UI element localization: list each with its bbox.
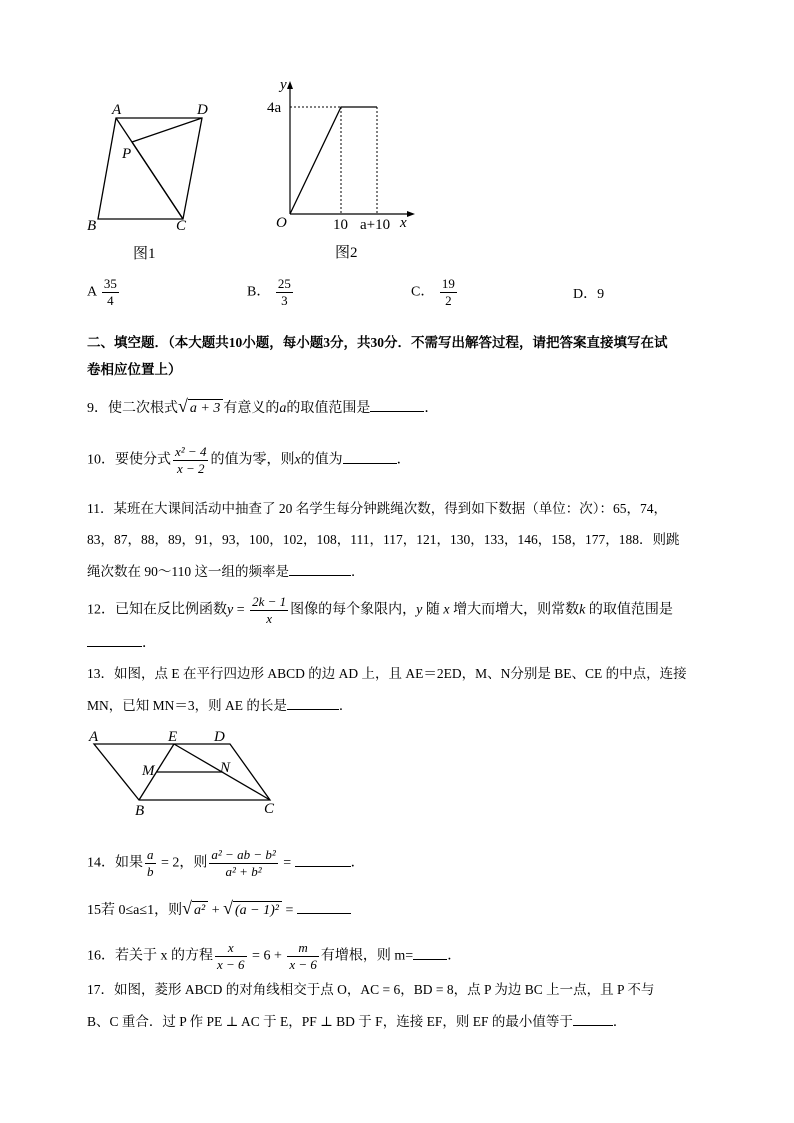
q17-end: ． bbox=[612, 1014, 627, 1029]
fig13-label-C: C bbox=[264, 801, 275, 817]
q16-fraction-2 bbox=[287, 940, 319, 973]
option-d-letter: D． bbox=[573, 287, 598, 302]
option-b-letter: B． bbox=[247, 284, 271, 300]
q16-answer-blank[interactable] bbox=[413, 945, 447, 960]
question-9 bbox=[87, 397, 438, 419]
q10-num: x² − 4 bbox=[175, 444, 207, 459]
q15-radicand-1: a² bbox=[192, 901, 208, 920]
q10-den: x − 2 bbox=[176, 461, 205, 476]
question-17-line2 bbox=[87, 1011, 626, 1032]
q9-end: ． bbox=[424, 401, 439, 416]
q10-var: x bbox=[294, 452, 301, 468]
question-11-line2: 83，87，88，89，91，93，100，102，108，111，117，121，130，133，146，158，177，188．则跳 bbox=[87, 532, 680, 547]
q14-ratio-num: a bbox=[147, 847, 154, 862]
option-d bbox=[573, 285, 604, 305]
q15-radicand-2: (a − 1)² bbox=[233, 901, 282, 920]
label-P: P bbox=[122, 146, 132, 162]
q12-text: 12．已知在反比例函数 bbox=[87, 602, 227, 618]
q14-fraction bbox=[209, 847, 277, 880]
option-a-den: 4 bbox=[107, 293, 114, 308]
option-c-den: 2 bbox=[445, 293, 452, 308]
question-10 bbox=[87, 444, 411, 477]
q10-end: ． bbox=[396, 452, 411, 468]
question-13-line1: 13．如图，点 E 在平行四边形 ABCD 的边 AD 上，且 AE＝2ED，M、N分别是 BE、CE 的中点，连接 bbox=[87, 666, 687, 681]
question-11-line3 bbox=[87, 561, 365, 582]
q14-num: a² − ab − b² bbox=[211, 847, 276, 862]
q16-text-post: 有增根，则 m= bbox=[320, 948, 414, 964]
q12-end: ． bbox=[142, 636, 156, 651]
q13-line2-text: MN，已知 MN＝3，则 AE 的长是 bbox=[87, 698, 287, 713]
option-c-letter: C． bbox=[411, 284, 435, 300]
option-a-fraction bbox=[102, 276, 119, 309]
q16-fraction-1 bbox=[215, 940, 247, 973]
q16-text: 16．若关于 x 的方程 bbox=[87, 948, 213, 964]
option-b-den: 3 bbox=[281, 293, 288, 308]
figure-13-parallelogram bbox=[82, 722, 287, 820]
question-13-line2 bbox=[87, 695, 352, 716]
axis-x-label: x bbox=[400, 215, 407, 231]
q16-den-1: x − 6 bbox=[217, 957, 245, 972]
label-C: C bbox=[176, 218, 187, 234]
option-b bbox=[247, 276, 295, 309]
fig13-label-B: B bbox=[135, 803, 145, 819]
q14-ratio bbox=[145, 847, 156, 880]
question-12-line2 bbox=[87, 632, 156, 654]
section-2-heading-line1: 二、填空题．（本大题共10小题，每小题3分，共30分．不需写出解答过程，请把答案直接填写在试 bbox=[87, 335, 668, 350]
question-11-line1: 11．某班在大课间活动中抽查了 20 名学生每分钟跳绳次数，得到如下数据（单位：次）：65，74， bbox=[87, 501, 667, 516]
label-A: A bbox=[112, 102, 122, 118]
fig13-label-A: A bbox=[89, 729, 99, 745]
q12-y: y bbox=[227, 602, 234, 618]
fig13-label-E: E bbox=[168, 729, 178, 745]
q16-num-2: m bbox=[287, 940, 319, 957]
q16-num-1: x bbox=[215, 940, 247, 957]
q14-eq: = 2，则 bbox=[157, 855, 208, 871]
question-12 bbox=[87, 594, 673, 627]
option-a-letter: A bbox=[87, 284, 97, 300]
label-O: O bbox=[276, 215, 287, 231]
q12-answer-blank[interactable] bbox=[87, 632, 142, 647]
q12-den: x bbox=[266, 611, 273, 626]
q9-radicand: a + 3 bbox=[188, 399, 223, 418]
q13-end: ． bbox=[338, 698, 353, 713]
q12-t2: 增大而增大，则常数 bbox=[449, 602, 580, 618]
fig13-label-N: N bbox=[220, 760, 231, 776]
q15-answer-blank[interactable] bbox=[297, 899, 351, 914]
tick-a-plus-10: a+10 bbox=[360, 217, 391, 233]
q12-num: 2k − 1 bbox=[252, 594, 287, 609]
q15-eq: = bbox=[281, 903, 297, 918]
q15-text: 15若 0≤a≤1，则 bbox=[87, 903, 183, 918]
question-17-line1: 17．如图，菱形 ABCD 的对角线相交于点 O，AC = 6，BD = 8，点 P 为边 BC 上一点，且 P 不与 bbox=[87, 982, 655, 997]
axis-y-label: y bbox=[280, 77, 287, 93]
figure-2-graph bbox=[255, 72, 430, 267]
q12-k: k bbox=[579, 602, 586, 618]
q16-den-2: x − 6 bbox=[289, 957, 317, 972]
q12-t3: 的取值范围是 bbox=[585, 602, 673, 618]
label-B: B bbox=[87, 218, 97, 234]
figure-1-caption: 图1 bbox=[133, 246, 156, 262]
fig13-label-M: M bbox=[142, 763, 155, 779]
q9-text-post: 的取值范围是 bbox=[286, 401, 371, 416]
q10-fraction bbox=[173, 444, 208, 477]
q10-text-post: 的值为 bbox=[300, 452, 343, 468]
sqrt-sign: √ bbox=[223, 898, 233, 918]
q10-text-mid: 的值为零，则 bbox=[210, 452, 295, 468]
label-D: D bbox=[197, 102, 208, 118]
q11-answer-blank[interactable] bbox=[289, 561, 351, 576]
q17-line2-text: B、C 重合．过 P 作 PE ⊥ AC 于 E，PF ⊥ BD 于 F，连接 EF，则 EF 的最小值等于 bbox=[87, 1014, 573, 1029]
q9-text: 9．使二次根式 bbox=[87, 401, 178, 416]
q14-den: a² + b² bbox=[225, 864, 262, 879]
q15-plus: + bbox=[208, 903, 224, 918]
option-c-fraction bbox=[440, 276, 457, 309]
q14-text: 14．如果 bbox=[87, 855, 143, 871]
question-16 bbox=[87, 940, 461, 973]
q12-x2: x bbox=[443, 602, 450, 618]
q12-t1: 随 bbox=[422, 602, 444, 618]
q16-mid: = 6 + bbox=[248, 948, 286, 964]
sqrt-sign: √ bbox=[182, 898, 192, 918]
option-b-num: 25 bbox=[277, 276, 291, 291]
section-2-heading-line2: 卷相应位置上） bbox=[87, 362, 182, 377]
option-a bbox=[87, 276, 121, 309]
option-a-num: 35 bbox=[103, 276, 117, 291]
figure-1-parallelogram bbox=[80, 95, 220, 265]
q10-answer-blank[interactable] bbox=[343, 449, 397, 464]
q9-var: a bbox=[279, 401, 287, 416]
q12-text-post: 图像的每个象限内， bbox=[290, 602, 417, 618]
q12-fraction bbox=[250, 594, 288, 627]
question-14 bbox=[87, 847, 365, 880]
label-4a: 4a bbox=[267, 100, 282, 116]
sqrt-sign: √ bbox=[178, 396, 188, 416]
tick-10: 10 bbox=[333, 217, 348, 233]
figure-2-caption: 图2 bbox=[335, 245, 358, 261]
q12-eq: = bbox=[233, 602, 249, 618]
q11-line3-text: 绳次数在 90～110 这一组的频率是 bbox=[87, 564, 289, 579]
q12-y2: y bbox=[416, 602, 423, 618]
option-b-fraction bbox=[276, 276, 293, 309]
q13-answer-blank[interactable] bbox=[287, 695, 339, 710]
q10-text: 10．要使分式 bbox=[87, 452, 171, 468]
q11-end: ． bbox=[351, 564, 365, 579]
q14-ratio-den: b bbox=[147, 864, 154, 879]
q9-answer-blank[interactable] bbox=[370, 397, 424, 412]
q14-end: ． bbox=[350, 855, 365, 871]
q14-answer-blank[interactable] bbox=[295, 852, 351, 867]
fig13-label-D: D bbox=[214, 729, 225, 745]
option-d-value: 9 bbox=[597, 287, 605, 302]
q17-answer-blank[interactable] bbox=[573, 1011, 613, 1026]
q9-text-mid: 有意义的 bbox=[223, 401, 280, 416]
option-c-num: 19 bbox=[441, 276, 455, 291]
q16-end: ． bbox=[447, 948, 462, 964]
option-c bbox=[411, 276, 459, 309]
question-15 bbox=[87, 899, 351, 921]
q14-eq2: = bbox=[279, 855, 295, 871]
